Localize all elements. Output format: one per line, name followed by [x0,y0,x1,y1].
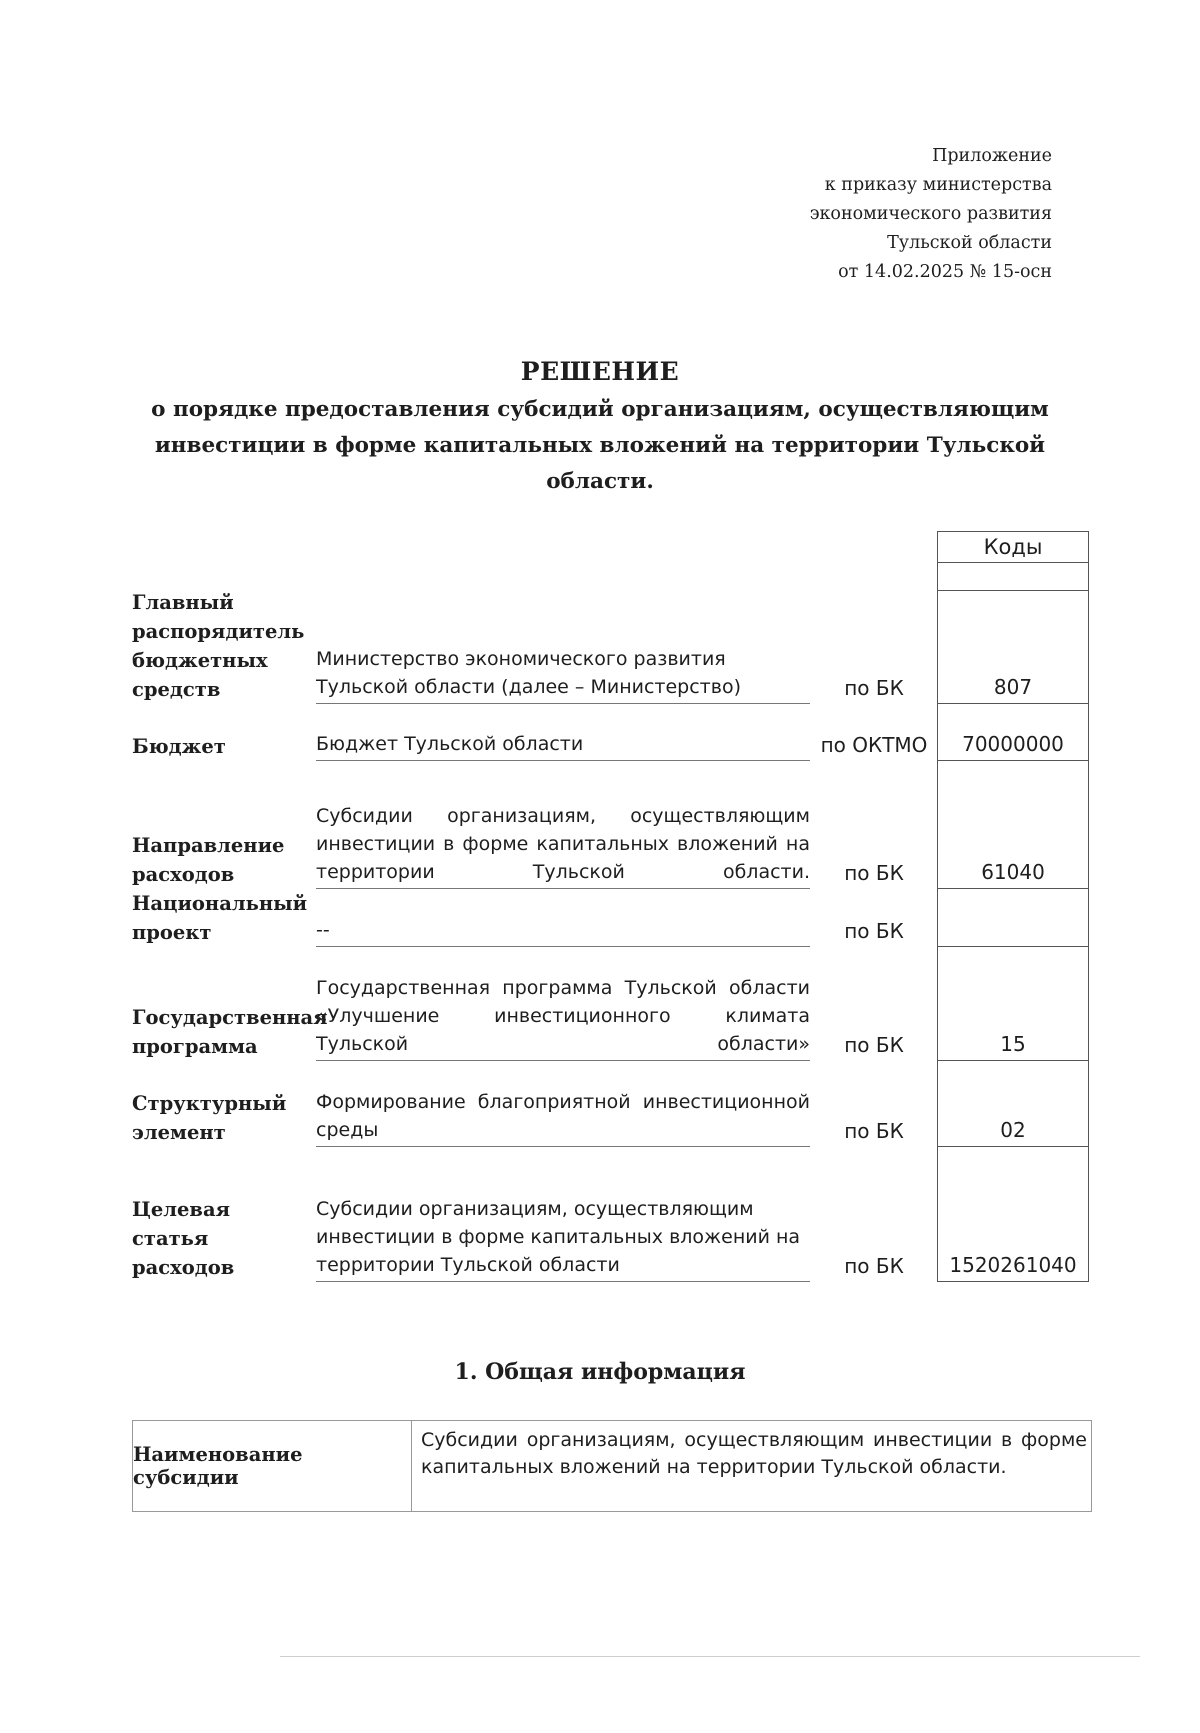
row-code-cell [937,1061,1089,1147]
row-label: Целевая статья расходов [132,1198,235,1279]
row-label: Национальный проект [132,892,308,944]
appendix-line: Приложение [932,146,1052,166]
row-code-cell [937,1147,1089,1282]
row-code-type: по БК [844,1119,904,1143]
row-code-cell [937,591,1089,704]
row-code: 1520261040 [949,1253,1077,1277]
document-title [150,352,1050,500]
row-code-cell [937,947,1089,1061]
row-value: -- [316,916,810,947]
row-value: Субсидии организациям, осуществляющим инвестиции в форме капитальных вложений на территории Тульской области [316,1195,810,1282]
budget-row-budget [0,704,1200,761]
appendix-line: к приказу министерства [824,175,1052,195]
row-value: Субсидии организациям, осуществляющим инвестиции в форме капитальных вложений на территории Тульской области. [316,802,810,889]
budget-row-state-program [0,947,1200,1061]
budget-row-chief-administrator [0,591,1200,704]
codes-empty-cell [937,562,1089,591]
subsidy-name-label: Наименование субсидии [133,1421,412,1511]
row-code: 61040 [981,860,1045,884]
title-main: РЕШЕНИЕ [520,357,680,386]
row-code-cell [937,889,1089,947]
title-subtitle: о порядке предоставления субсидий организациям, осуществляющим инвестиции в форме капитальных вложений на территории Тульской области. [151,397,1049,494]
row-label: Главный распорядитель бюджетных средств [132,591,305,701]
row-label: Структурный элемент [132,1092,287,1144]
page-bottom-rule [280,1656,1140,1657]
budget-row-target-article [0,1147,1200,1282]
row-value: Министерство экономического развития Тульской области (далее – Министерство) [316,645,810,704]
budget-row-national-project [0,889,1200,947]
row-value: Государственная программа Тульской области «Улучшение инвестиционного климата Тульской области» [316,974,810,1061]
appendix-line: экономического развития [809,204,1052,224]
row-code-type: по БК [844,1254,904,1278]
row-label: Бюджет [132,735,226,758]
row-code: 15 [1000,1032,1026,1056]
row-code: 02 [1000,1118,1026,1142]
row-code-type: по ОКТМО [820,733,928,757]
row-code-cell [937,761,1089,889]
codes-header: Коды [937,531,1089,563]
row-code-type: по БК [844,676,904,700]
budget-row-structural-element [0,1061,1200,1147]
row-label: Государственная программа [132,1006,328,1058]
row-code-type: по БК [844,1033,904,1057]
row-code-type: по БК [844,919,904,943]
general-info-table [132,1420,1092,1512]
appendix-line: Тульской области [887,233,1052,253]
row-label: Направление расходов [132,834,285,886]
appendix-line: от 14.02.2025 № 15-осн [838,262,1052,282]
row-code: 807 [993,675,1033,699]
row-value: Формирование благоприятной инвестиционной среды [316,1088,810,1147]
budget-row-expense-direction [0,761,1200,889]
appendix-note [810,142,1052,287]
subsidy-name-value: Субсидии организациям, осуществляющим инвестиции в форме капитальных вложений на территории Тульской области. [421,1429,1087,1478]
row-value: Бюджет Тульской области [316,730,810,761]
row-code-type: по БК [844,861,904,885]
section-heading-general-info: 1. Общая информация [454,1359,746,1385]
row-code-cell [937,704,1089,761]
row-code: 70000000 [962,732,1064,756]
